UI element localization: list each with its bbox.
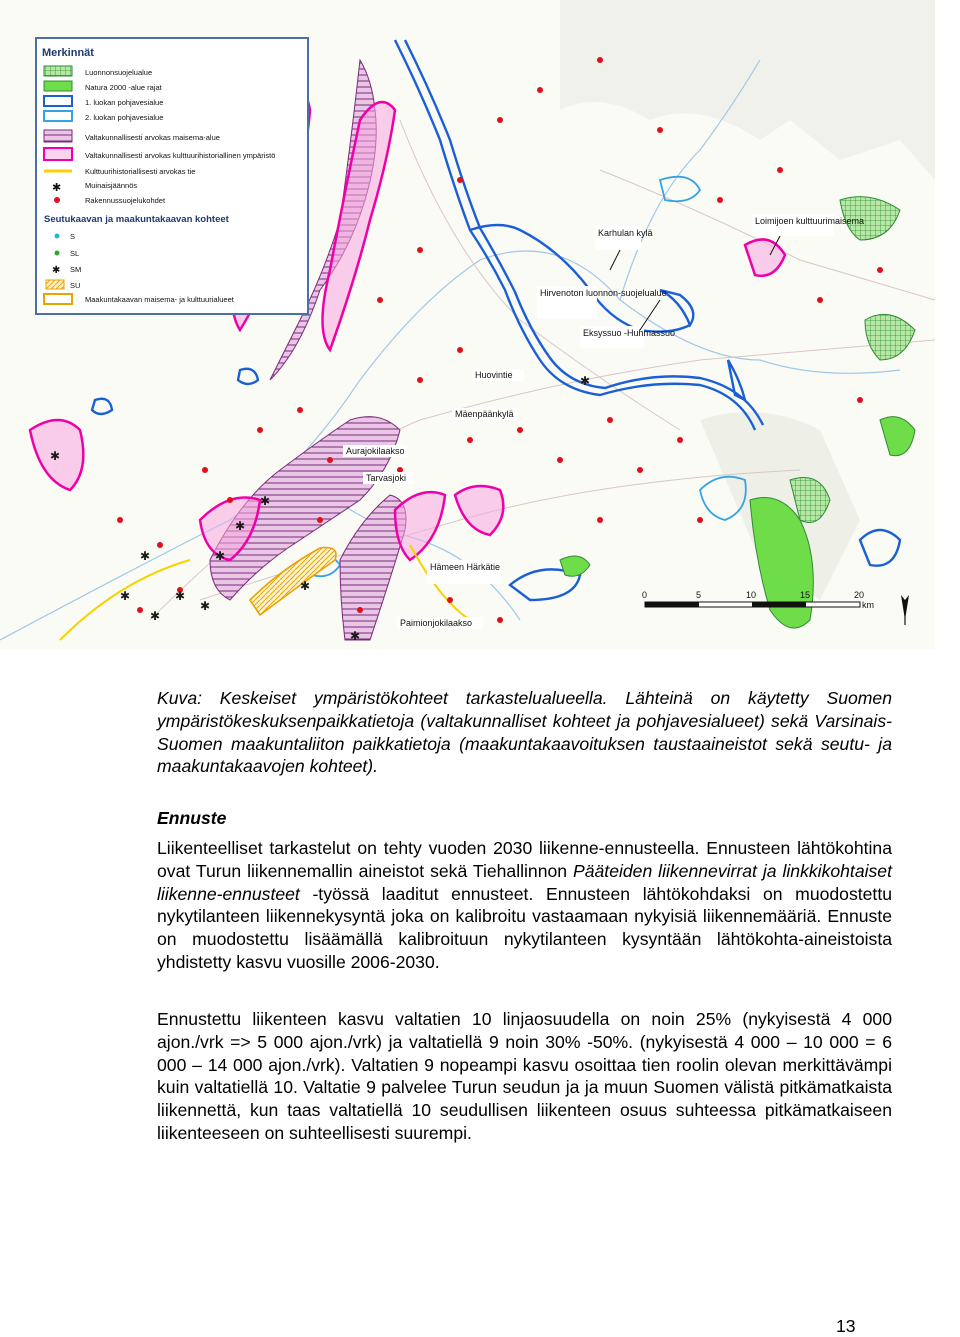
legend-swatch xyxy=(44,130,72,142)
legend-swatch: ✱ xyxy=(52,265,61,276)
legend-swatch xyxy=(44,81,72,91)
place-label: Paimionjokilaakso xyxy=(400,618,473,628)
legend-swatch xyxy=(44,148,72,160)
scale-unit: km xyxy=(862,600,874,610)
svg-text:✱: ✱ xyxy=(350,629,361,643)
legend-label: Luonnonsuojelualue xyxy=(85,68,153,77)
place-label: Hirvenoton luonnon-suojelualue xyxy=(540,288,667,298)
scale-tick: 10 xyxy=(746,590,757,600)
svg-text:✱: ✱ xyxy=(175,589,186,603)
place-label: Tarvasjoki xyxy=(366,473,407,483)
place-label: Loimijoen kulttuurimaisema xyxy=(755,216,865,226)
svg-text:✱: ✱ xyxy=(300,579,311,593)
map-legend xyxy=(36,38,308,314)
paragraph-forecast-basis xyxy=(157,837,892,974)
legend-label: Maakuntakaavan maisema- ja kulttuurialueet xyxy=(85,295,234,304)
legend-subtitle: Seutukaavan ja maakuntakaavan kohteet xyxy=(44,214,229,225)
scale-tick: 20 xyxy=(854,590,865,600)
legend-swatch xyxy=(54,197,60,203)
legend-label: SU xyxy=(70,281,81,290)
legend-swatch xyxy=(44,66,72,76)
legend-label: SL xyxy=(70,249,80,258)
legend-label: SM xyxy=(70,265,82,274)
place-label: Mäenpäänkylä xyxy=(455,409,514,419)
legend-swatch xyxy=(55,251,60,256)
legend-swatch xyxy=(44,111,72,121)
legend-title: Merkinnät xyxy=(42,47,94,59)
svg-text:✱: ✱ xyxy=(50,449,61,463)
environment-map xyxy=(0,0,935,650)
legend-swatch xyxy=(55,234,60,239)
legend-label: Natura 2000 -alue rajat xyxy=(85,83,162,92)
scale-tick: 0 xyxy=(642,590,648,600)
scale-tick: 5 xyxy=(696,590,702,600)
legend-label: Rakennussuojelukohdet xyxy=(85,196,166,205)
legend-swatch: ✱ xyxy=(52,182,62,194)
place-label: Aurajokilaakso xyxy=(346,446,405,456)
section-heading: Ennuste xyxy=(157,808,227,828)
legend-label: Kulttuurihistoriallisesti arvokas tie xyxy=(85,167,196,176)
page-number: 13 xyxy=(836,1316,856,1336)
paragraph-text: -työssä laaditut ennusteet. Ennusteen lähtökohdaksi on muodostettu nykytilanteen liikennekysyntä joka on kalibroitu vastaamaan nykyisiä liikennemääriä. Ennuste on muodostettu lisäämällä kalibroituun nykytilanteen kysyntään lähtökohta-aineistoista yhdistetty kasvu vuosille 2006-2030. xyxy=(157,883,892,972)
legend-swatch xyxy=(44,294,72,304)
scale-tick: 15 xyxy=(800,590,811,600)
svg-text:✱: ✱ xyxy=(580,374,591,388)
place-label: Hämeen Härkätie xyxy=(430,562,501,572)
svg-text:✱: ✱ xyxy=(200,599,211,613)
legend-label: Valtakunnallisesti arvokas maisema-alue xyxy=(85,133,220,142)
svg-text:✱: ✱ xyxy=(260,494,271,508)
svg-text:✱: ✱ xyxy=(235,519,246,533)
paragraph-text: Liikenteelliset tarkastelut on tehty vuoden 2030 liikenne-ennusteella. Ennusteen lähtökohtina ovat Turun liikennemallin aineistot sekä Tiehallinnon xyxy=(157,838,892,881)
paragraph-traffic-growth: Ennustettu liikenteen kasvu valtatien 10 linjaosuudella on noin 25% (nykyisestä 4 000 ajon./vrk => 5 000 ajon./vrk) ja valtatiellä 9 noin 30% -50%. (nykyisestä 4 000 – 10 000 = 6 000 – 14 000 ajon./vrk). Valtatien 9 nopeampi kasvu osoittaa tien roolin olevan merkittävämpi kuin valtatiellä 10. Valtatie 9 palvelee Turun seudun ja ja muun Suomen välistä pitkämatkaista liikennettä, kun taas valtatiellä 10 seudullisen liikenteen osuus suhteessa pitkämatkaiseen liikenteeseen on suhteellisesti suurempi. xyxy=(157,1009,892,1143)
legend-swatch xyxy=(44,96,72,106)
legend-label: Muinaisjäännös xyxy=(85,181,138,190)
svg-text:✱: ✱ xyxy=(150,609,161,623)
place-label: Huovintie xyxy=(475,370,513,380)
place-label: Karhulan kylä xyxy=(598,228,653,238)
report-title: Pääteiden liikennevirrat ja linkkikohtaiset liikenne-ennusteet xyxy=(157,860,892,904)
place-label: Eksyssuo -Huhmassuo xyxy=(583,328,676,338)
svg-text:✱: ✱ xyxy=(140,549,151,563)
legend-label: Valtakunnallisesti arvokas kulttuurihistoriallinen ympäristö xyxy=(85,151,276,160)
legend-label: 1. luokan pohjavesialue xyxy=(85,98,164,107)
svg-text:✱: ✱ xyxy=(120,589,131,603)
legend-label: S xyxy=(70,232,76,241)
legend-label: 2. luokan pohjavesialue xyxy=(85,113,164,122)
legend-swatch xyxy=(46,280,64,289)
figure-caption: Kuva: Keskeiset ympäristökohteet tarkastelualueella. Lähteinä on käytetty Suomen ympäristökeskuksenpaikkatietoja (valtakunnalliset kohteet ja pohjavesialueet) sekä Varsinais-Suomen maakuntaliiton paikkatietoja (maakuntakaavoituksen taustaaineistot sekä seutu- ja maakuntakaavojen kohteet). xyxy=(157,688,892,777)
svg-text:✱: ✱ xyxy=(215,549,226,563)
